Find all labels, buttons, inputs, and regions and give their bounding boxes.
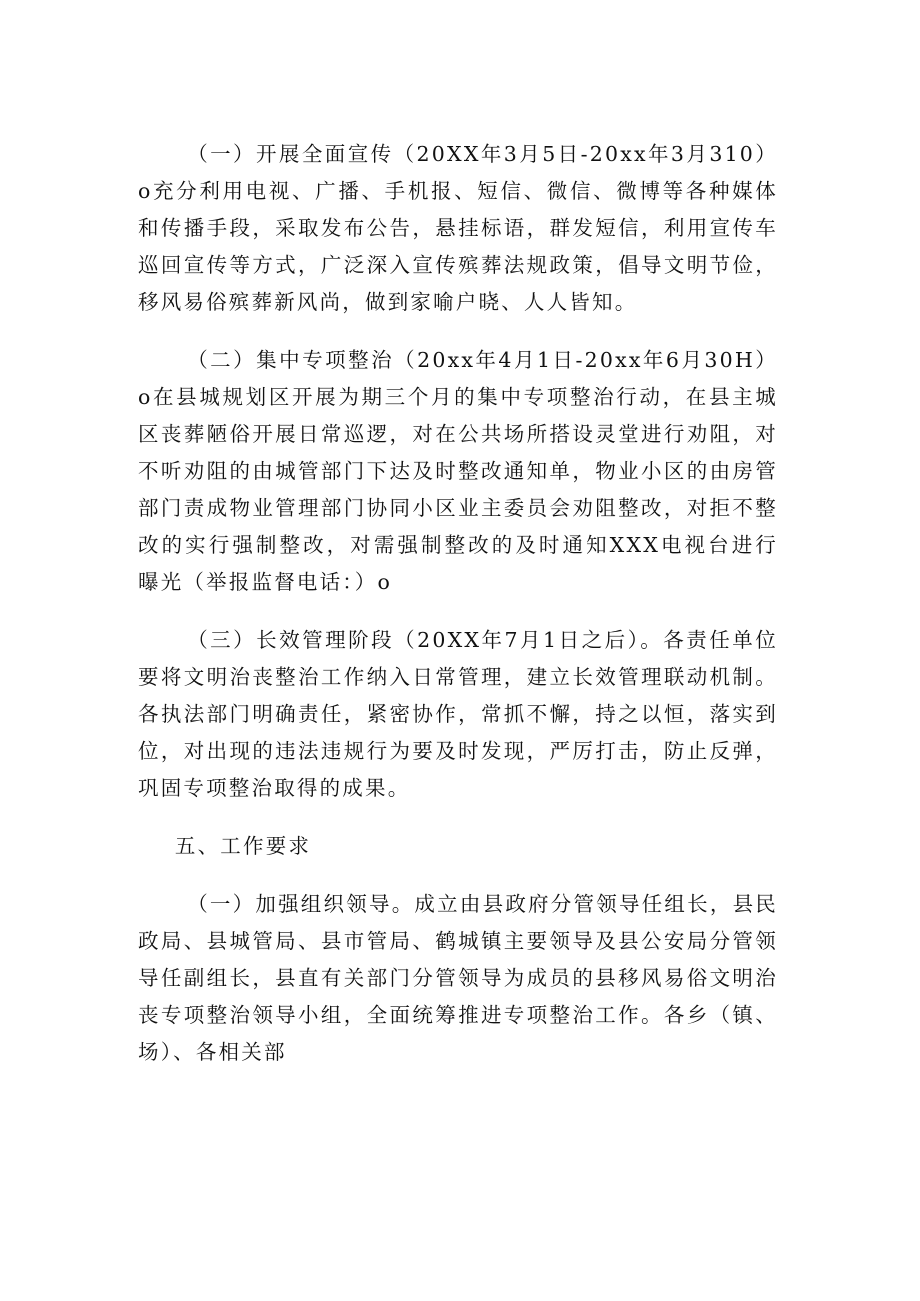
document-body [138,136,778,1092]
section-heading-work-requirements: 五、工作要求 [174,834,312,858]
paragraph-publicity: （一）开展全面宣传（20XX年3月5日-20xx年3月310）o充分利用电视、广播、手机报、短信、微信、微博等各种媒体和传播手段，采取发布公告，悬挂标语，群发短信，利用宣传车巡回宣传等方式，广泛深入宣传殡葬法规政策，倡导文明节俭，移风易俗殡葬新风尚，做到家喻户晓、人人皆知。 [138,142,778,314]
paragraph-organizational-leadership: （一）加强组织领导。成立由县政府分管领导任组长，县民政局、县城管局、县市管局、鹤城镇主要领导及县公安局分管领导任副组长，县直有关部门分管领导为成员的县移风易俗文明治丧专项整治领导小组，全面统筹推进专项整治工作。各乡（镇、场）、各相关部 [138,892,778,1064]
paragraph-long-term-management: （三）长效管理阶段（20XX年7月1日之后）。各责任单位要将文明治丧整治工作纳入日常管理，建立长效管理联动机制。各执法部门明确责任，紧密协作，常抓不懈，持之以恒，落实到位，对出现的违法违规行为要及时发现，严厉打击，防止反弹，巩固专项整治取得的成果。 [138,628,778,800]
paragraph-rectification: （二）集中专项整治（20xx年4月1日-20xx年6月30H）o在县城规划区开展为期三个月的集中专项整治行动，在县主城区丧葬陋俗开展日常巡逻，对在公共场所搭设灵堂进行劝阻，对不听劝阻的由城管部门下达及时整改通知单，物业小区的由房管部门责成物业管理部门协同小区业主委员会劝阻整改，对拒不整改的实行强制整改，对需强制整改的及时通知XXX电视台进行曝光（举报监督电话：）o [138,348,778,594]
